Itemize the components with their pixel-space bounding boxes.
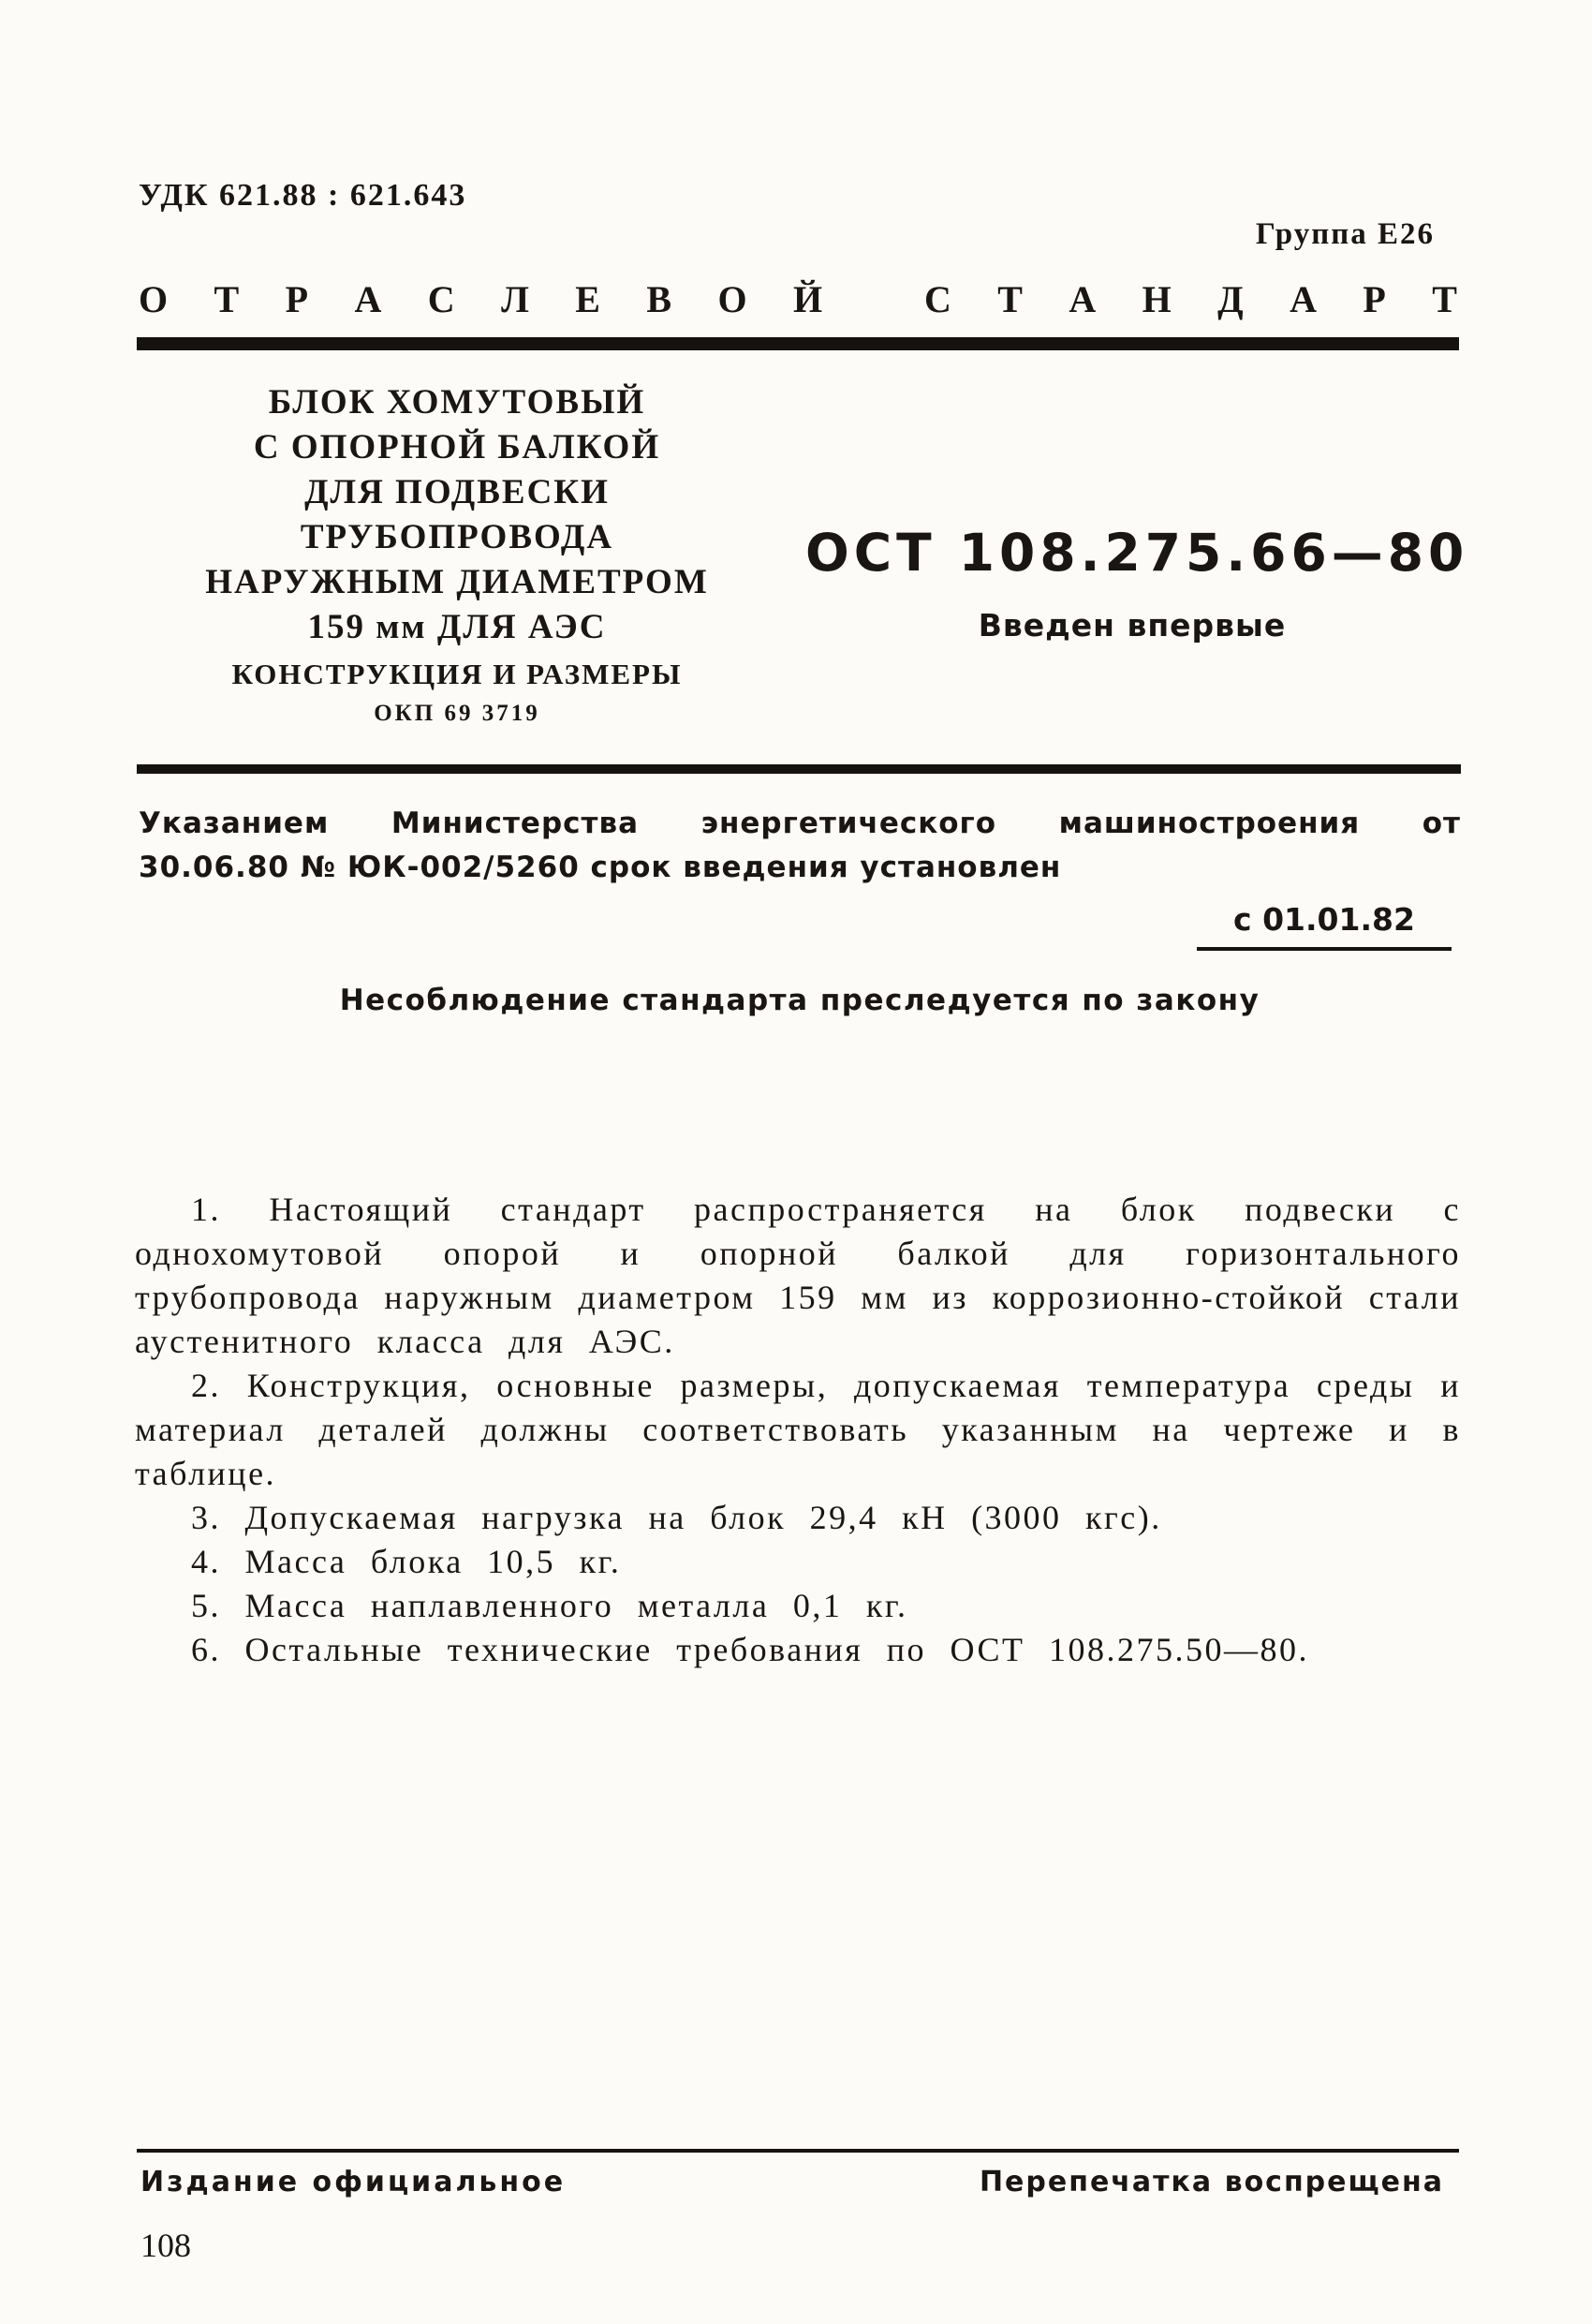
heading-thick-rule [137, 337, 1459, 350]
body-paragraphs [135, 1188, 1461, 1672]
enactment-line-2: 30.06.80 № ЮК-002/5260 срок введения установлен [139, 851, 1062, 884]
enactment-paragraph [139, 802, 1461, 890]
law-notice: Несоблюдение стандарта преследуется по закону [339, 984, 1260, 1017]
enactment-line-1: Указанием Министерства энергетического машиностроения от [139, 807, 1461, 840]
title-line-6: 159 мм ДЛЯ АЭС [307, 608, 607, 646]
title-line-2: С ОПОРНОЙ БАЛКОЙ [253, 428, 661, 466]
paragraph-2: 2. Конструкция, основные размеры, допускаемая температура среды и материал деталей должны соответствовать указанным на чертеже и в таблице. [135, 1367, 1461, 1492]
udk-classifier: УДК 621.88 : 621.643 [139, 178, 467, 213]
paragraph-6: 6. Остальные технические требования по ОСТ 108.275.50—80. [191, 1631, 1309, 1668]
title-line-5: НАРУЖНЫМ ДИАМЕТРОМ [205, 563, 709, 601]
standard-status: Введен впервые [978, 607, 1287, 644]
okp-code: ОКП 69 3719 [374, 701, 540, 726]
effective-date: с 01.01.82 [1197, 901, 1452, 951]
paragraph-5: 5. Масса наплавленного металла 0,1 кг. [191, 1587, 908, 1624]
page-number: 108 [140, 2227, 191, 2264]
document-kind-heading: О Т Р А С Л Е В О Й С Т А Н Д А Р Т [139, 278, 1457, 320]
title-line-4: ТРУБОПРОВОДА [300, 518, 614, 556]
paragraph-4: 4. Масса блока 10,5 кг. [191, 1543, 622, 1580]
title-subtitle: КОНСТРУКЦИЯ И РАЗМЕРЫ [231, 658, 683, 690]
paragraph-3: 3. Допускаемая нагрузка на блок 29,4 кН (3000 кгс). [191, 1499, 1162, 1536]
group-label: Группа Е26 [1255, 217, 1435, 251]
designation-block [805, 523, 1469, 644]
title-line-1: БЛОК ХОМУТОВЫЙ [268, 383, 646, 422]
paragraph-1: 1. Настоящий стандарт распространяется на блок подвески с однохомутовой опорой и опорной балкой для горизонтального трубопровода наружным диаметром 159 мм из коррозионно-стойкой стали аустенитного класса для АЭС. [135, 1191, 1461, 1360]
standard-designation: ОСТ 108.275.66—80 [805, 523, 1469, 583]
title-bottom-rule [137, 764, 1461, 774]
title-line-3: ДЛЯ ПОДВЕСКИ [304, 473, 610, 511]
official-edition-label: Издание официальное [140, 2166, 567, 2198]
title-block [139, 380, 775, 727]
reprint-prohibited-label: Перепечатка воспрещена [979, 2166, 1444, 2198]
footer-rule [137, 2149, 1459, 2153]
